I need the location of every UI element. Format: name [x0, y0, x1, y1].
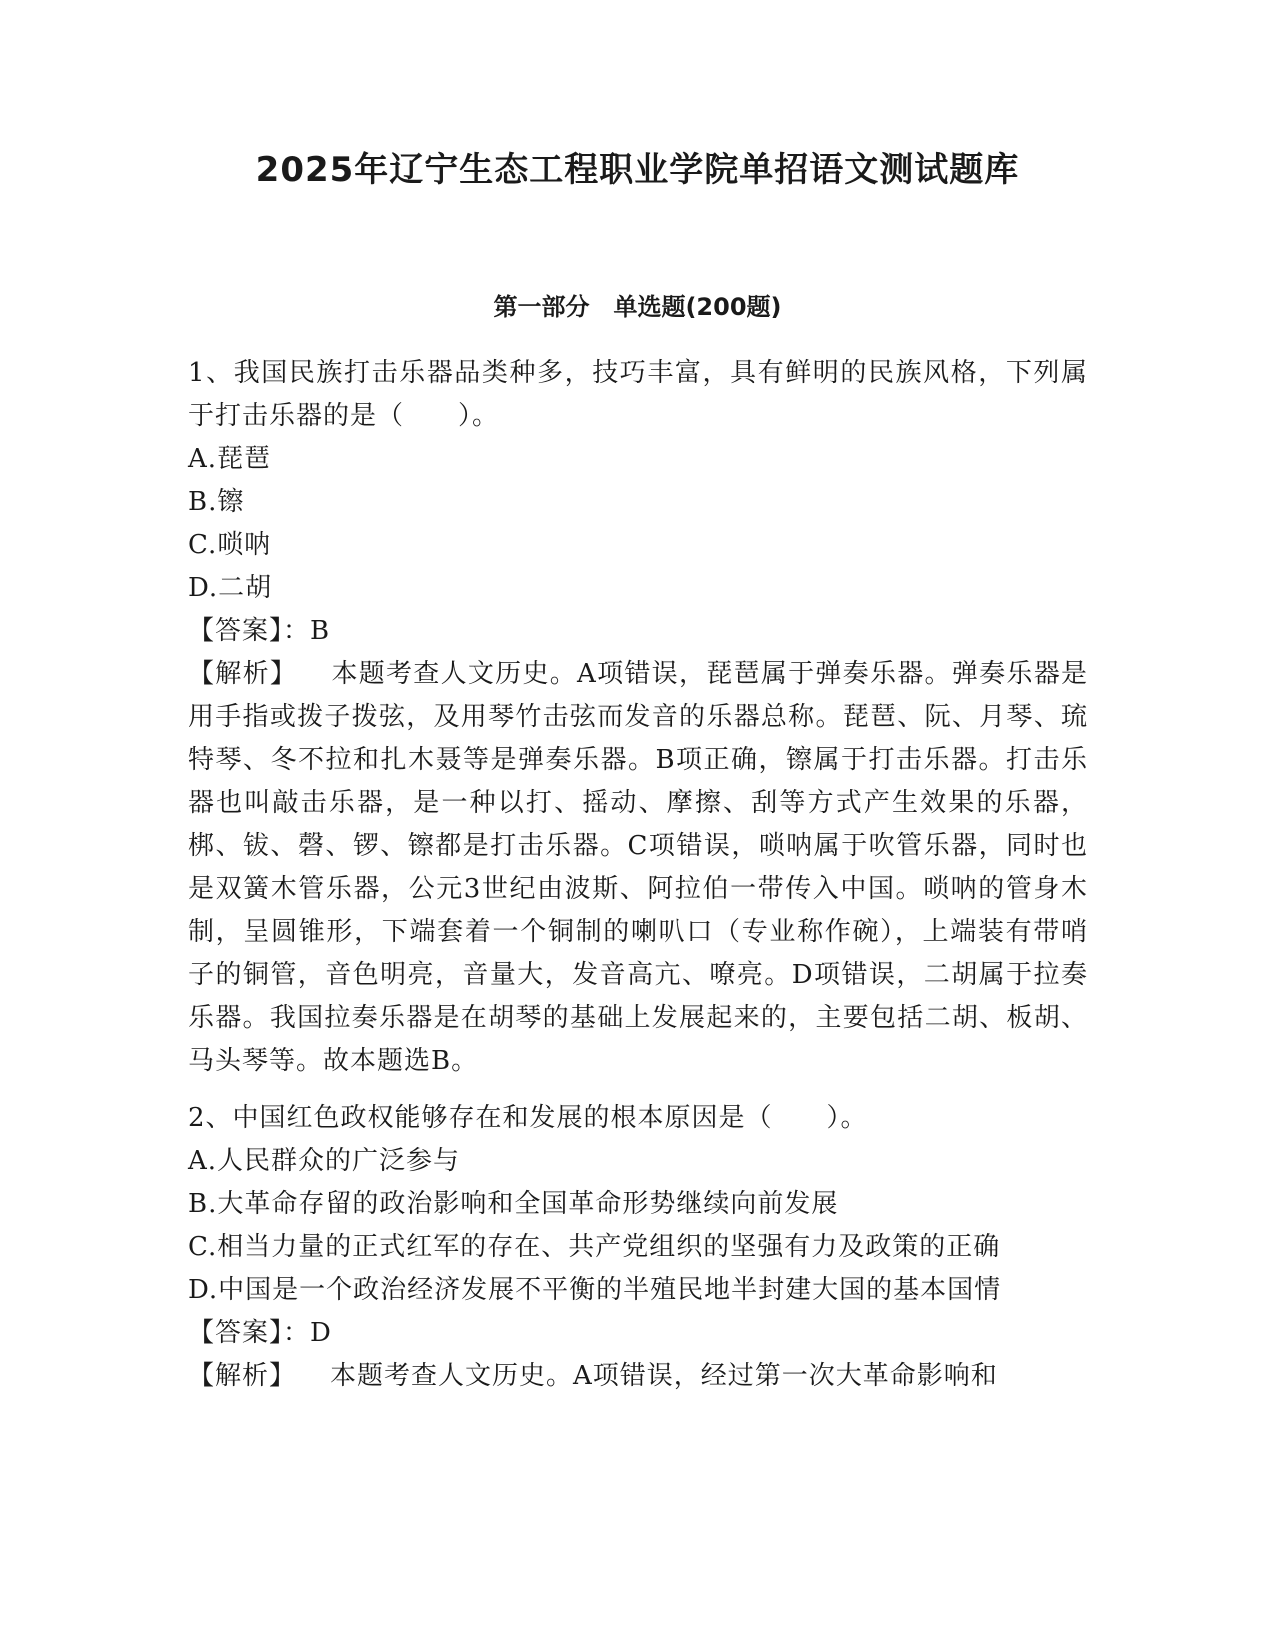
- question-item: [188, 1097, 1088, 1398]
- option-a: A.琵琶: [188, 444, 272, 474]
- question-list: [188, 352, 1088, 1398]
- analysis-label: 【解析】: [188, 659, 298, 689]
- analysis-block: [188, 1355, 1088, 1398]
- option-a: A.人民群众的广泛参与: [188, 1146, 461, 1176]
- option-d: D.二胡: [188, 573, 273, 603]
- answer-line: 【答案】：B: [188, 616, 331, 646]
- option-d: D.中国是一个政治经济发展不平衡的半殖民地半封建大国的基本国情: [188, 1275, 1002, 1305]
- option-b: B.镲: [188, 487, 245, 517]
- question-stem: 1、我国民族打击乐器品类种多，技巧丰富，具有鲜明的民族风格，下列属于打击乐器的是（ ）。: [188, 358, 1088, 431]
- analysis-text: 本题考查人文历史。A项错误，经过第一次大革命影响和: [330, 1361, 998, 1391]
- analysis-text: 本题考查人文历史。A项错误，琵琶属于弹奏乐器。弹奏乐器是用手指或拨子拨弦，及用琴竹击弦而发音的乐器总称。琵琶、阮、月琴、琉特琴、冬不拉和扎木聂等是弹奏乐器。B项正确，镲属于打击乐器。打击乐器也叫敲击乐器，是一种以打、摇动、摩擦、刮等方式产生效果的乐器，梆、钹、磬、锣、镲都是打击乐器。C项错误，唢呐属于吹管乐器，同时也是双簧木管乐器，公元3世纪由波斯、阿拉伯一带传入中国。唢呐的管身木制，呈圆锥形，下端套着一个铜制的喇叭口（专业称作碗），上端装有带哨子的铜管，音色明亮，音量大，发音高亢、嘹亮。D项错误，二胡属于拉奏乐器。我国拉奏乐器是在胡琴的基础上发展起来的，主要包括二胡、板胡、马头琴等。故本题选B。: [188, 659, 1088, 1076]
- option-c: C.唢呐: [188, 530, 272, 560]
- question-item: [188, 352, 1088, 1083]
- answer-line: 【答案】：D: [188, 1318, 332, 1348]
- document-title: 2025年辽宁生态工程职业学院单招语文测试题库: [255, 150, 1020, 190]
- analysis-block: [188, 653, 1088, 1083]
- question-stem: 2、中国红色政权能够存在和发展的根本原因是（ ）。: [188, 1103, 868, 1133]
- analysis-label: 【解析】: [188, 1361, 297, 1391]
- section-title: 第一部分 单选题(200题): [493, 293, 782, 321]
- option-c: C.相当力量的正式红军的存在、共产党组织的坚强有力及政策的正确: [188, 1232, 1001, 1262]
- option-b: B.大革命存留的政治影响和全国革命形势继续向前发展: [188, 1189, 839, 1219]
